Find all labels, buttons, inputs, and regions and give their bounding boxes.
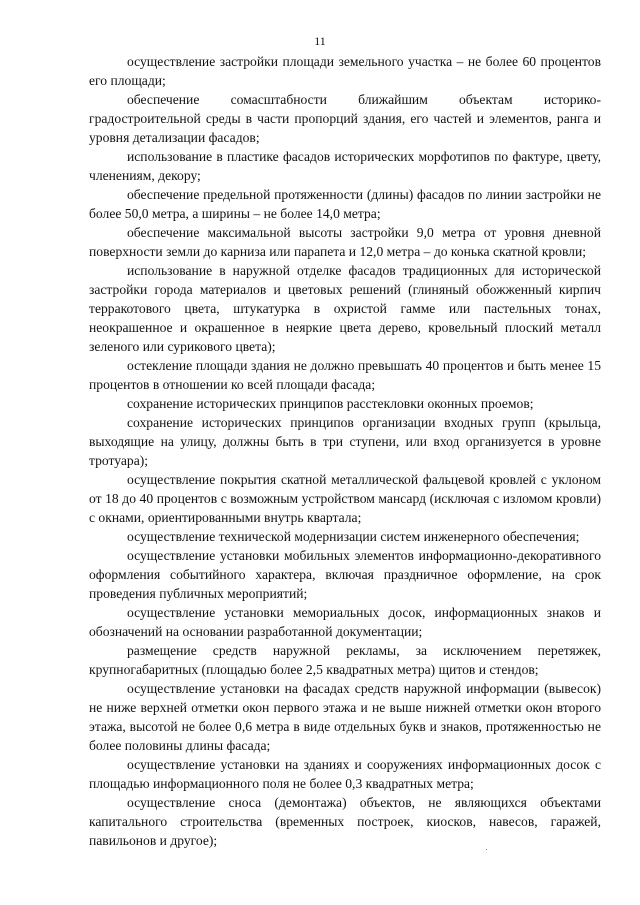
paragraph: осуществление установки мобильных элементов информационно-декоративного оформления событийного характера, включая праздничное оформление, на срок проведения публичных мероприятий; (89, 548, 601, 601)
paragraph: осуществление покрытия скатной металлической фальцевой кровлей с уклоном от 18 до 40 процентов с возможным устройством мансард (исключая с изломом кровли) с окнами, ориентированными внутрь квартала; (89, 472, 601, 525)
page-number: 11 (314, 34, 326, 48)
paragraph: использование в пластике фасадов исторических морфотипов по фактуре, цвету, членениям, декору; (89, 149, 601, 183)
paragraph: сохранение исторических принципов расстекловки оконных проемов; (127, 396, 534, 411)
paragraph: осуществление установки мемориальных досок, информационных знаков и обозначений на основании разработанной документации; (89, 605, 601, 639)
paragraph: обеспечение максимальной высоты застройки 9,0 метра от уровня дневной поверхности земли до карниза или парапета и 12,0 метра – до конька скатной кровли; (89, 225, 601, 259)
scan-speck (486, 849, 487, 850)
paragraph: остекление площади здания не должно превышать 40 процентов и быть менее 15 процентов в отношении ко всей площади фасада; (89, 358, 601, 392)
paragraph: обеспечение сомасштабности ближайшим объектам историко-градостроительной среды в части пропорций здания, его частей и элементов, ранга и уровня детализации фасадов; (89, 92, 601, 145)
paragraph: осуществление сноса (демонтажа) объектов, не являющихся объектами капитального строительства (временных построек, киосков, навесов, гаражей, павильонов и другое); (89, 795, 601, 848)
paragraph: осуществление технической модернизации систем инженерного обеспечения; (127, 529, 580, 544)
document-body (89, 52, 601, 850)
paragraph: размещение средств наружной рекламы, за исключением перетяжек, крупногабаритных (площадью более 2,5 квадратных метра) щитов и стендов; (89, 643, 601, 677)
paragraph: обеспечение предельной протяженности (длины) фасадов по линии застройки не более 50,0 метра, а ширины – не более 14,0 метра; (89, 187, 601, 221)
paragraph: осуществление застройки площади земельного участка – не более 60 процентов его площади; (89, 54, 601, 88)
paragraph: осуществление установки на зданиях и сооружениях информационных досок с площадью информационного поля не более 0,3 квадратных метра; (89, 757, 601, 791)
paragraph: использование в наружной отделке фасадов традиционных для исторической застройки города материалов и цветовых решений (глиняный обожженный кирпич терракотового цвета, штукатурка в охристой гамме или пастельных тонах, неокрашенное и окрашенное в неяркие цвета дерево, кровельный плоский металл зеленого или сурикового цвета); (89, 263, 601, 354)
paragraph: сохранение исторических принципов организации входных групп (крыльца, выходящие на улицу, должны быть в три ступени, или вход организуется в уровне тротуара); (89, 415, 601, 468)
paragraph: осуществление установки на фасадах средств наружной информации (вывесок) не ниже верхней отметки окон первого этажа и не выше нижней отметки окон второго этажа, высотой не более 0,6 метра в виде отдельных букв и знаков, протяженностью не более половины длины фасада; (89, 681, 601, 753)
